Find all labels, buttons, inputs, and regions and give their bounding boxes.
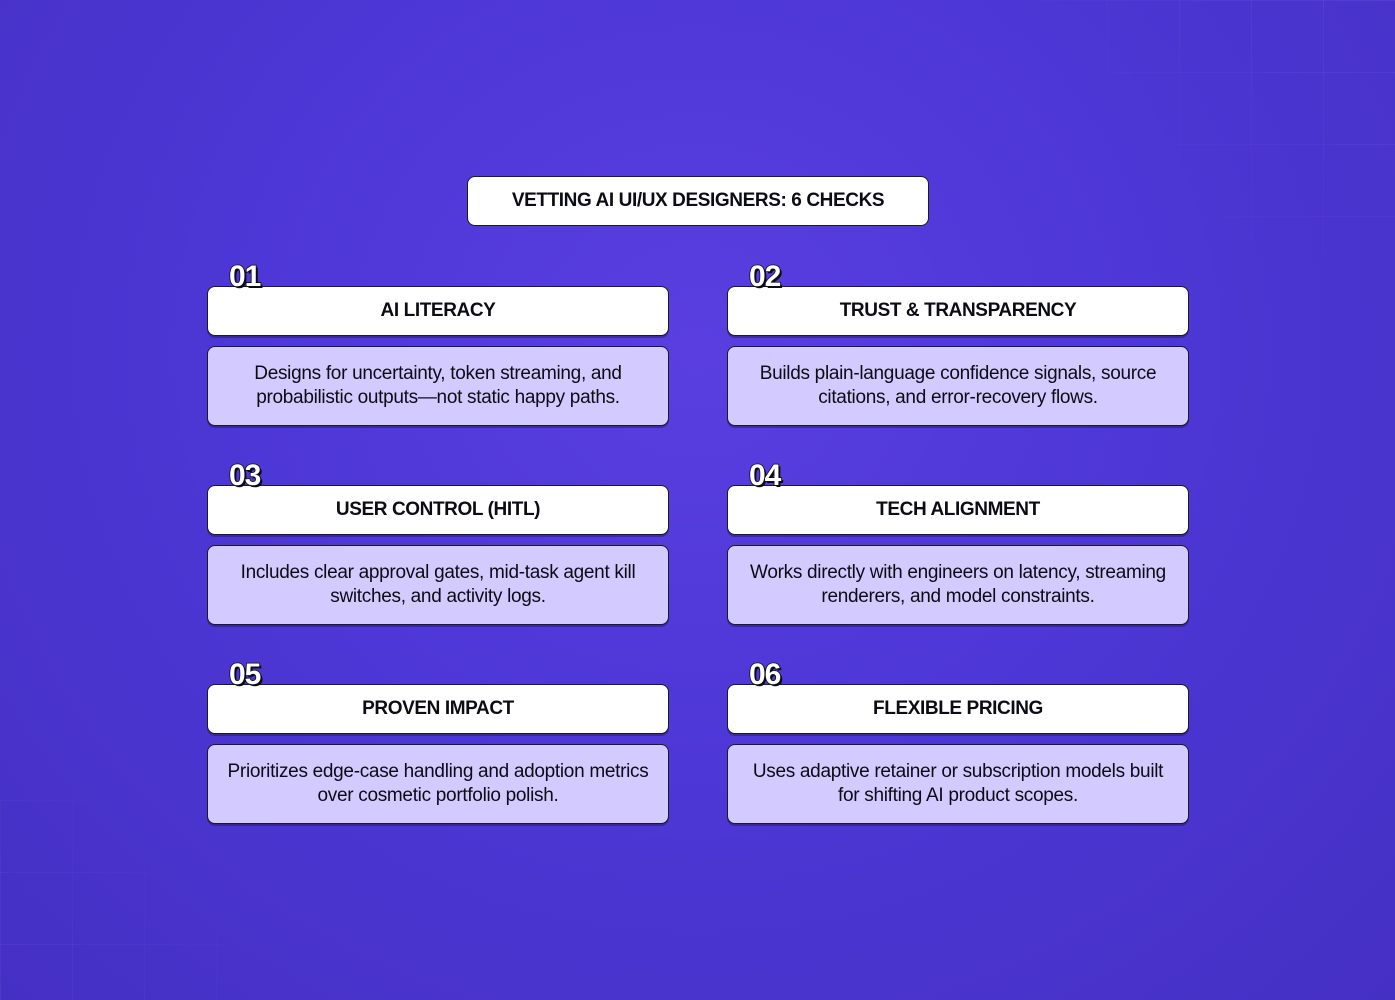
check-description — [727, 545, 1189, 625]
check-heading-text: AI LITERACY — [380, 300, 496, 321]
background-grid-decoration — [1035, 0, 1395, 260]
check-number: 05 — [229, 658, 261, 691]
check-description — [727, 346, 1189, 426]
check-heading-text: TECH ALIGNMENT — [876, 499, 1040, 520]
check-heading — [727, 485, 1189, 535]
check-number: 02 — [749, 260, 781, 293]
check-description — [207, 346, 669, 426]
check-heading-text: TRUST & TRANSPARENCY — [839, 300, 1077, 321]
check-description-text: Designs for uncertainty, token streaming, and probabilistic outputs—not static happy paths. — [254, 363, 622, 408]
check-description-text: Uses adaptive retainer or subscription models built for shifting AI product scopes. — [752, 761, 1164, 806]
check-description-text: Includes clear approval gates, mid-task agent kill switches, and activity logs. — [240, 562, 636, 607]
check-heading-text: PROVEN IMPACT — [362, 698, 514, 719]
check-heading — [207, 684, 669, 734]
check-number: 03 — [229, 459, 261, 492]
check-heading — [727, 286, 1189, 336]
check-description — [207, 744, 669, 824]
check-heading — [207, 485, 669, 535]
check-description — [207, 545, 669, 625]
check-heading — [727, 684, 1189, 734]
check-heading-text: USER CONTROL (HITL) — [335, 499, 541, 520]
check-number: 06 — [749, 658, 781, 691]
check-number: 04 — [749, 459, 781, 492]
check-description-text: Works directly with engineers on latency, streaming renderers, and model constraints. — [750, 562, 1166, 607]
diagram-title-text: VETTING AI UI/UX DESIGNERS: 6 CHECKS — [511, 190, 885, 211]
diagram-title — [467, 176, 929, 226]
check-heading-text: FLEXIBLE PRICING — [873, 698, 1043, 719]
check-description-text: Prioritizes edge-case handling and adoption metrics over cosmetic portfolio polish. — [227, 761, 649, 806]
check-description-text: Builds plain-language confidence signals, source citations, and error-recovery flows. — [759, 363, 1157, 408]
check-description — [727, 744, 1189, 824]
check-heading — [207, 286, 669, 336]
check-number: 01 — [229, 260, 261, 293]
background-grid-decoration-bottom — [0, 800, 280, 1000]
